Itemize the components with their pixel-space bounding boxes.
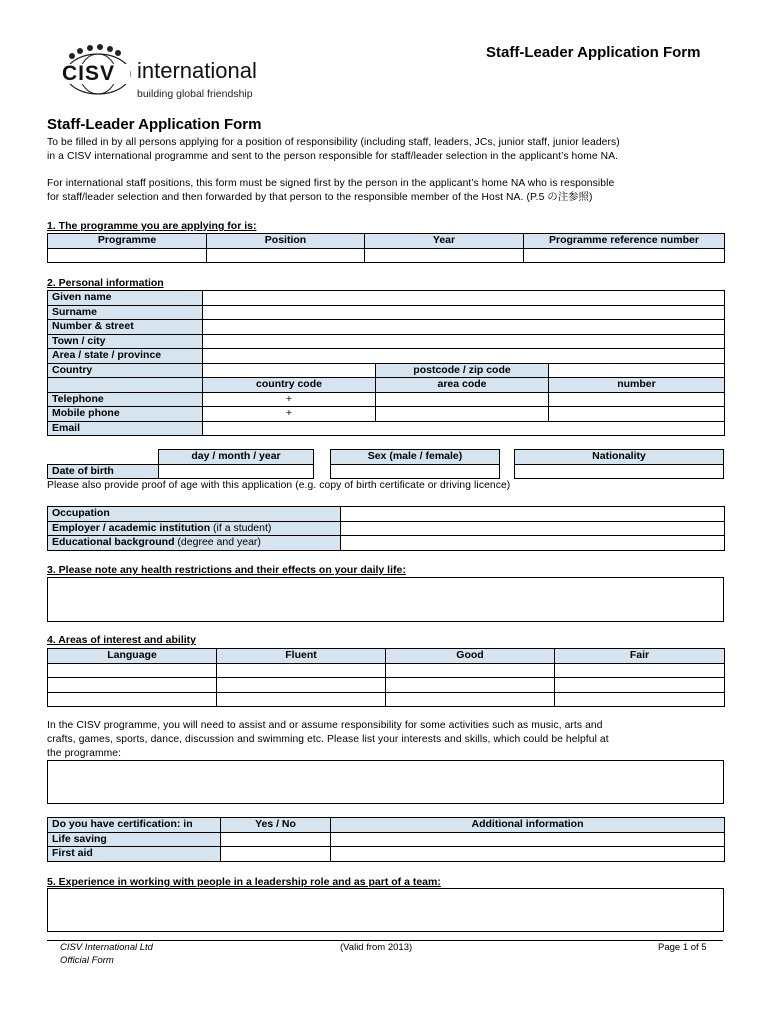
given-name-input[interactable] [203, 291, 725, 306]
occupation-table [47, 506, 725, 551]
interests-input[interactable] [47, 760, 724, 804]
logo-badge: CISV [62, 62, 116, 85]
footer-form: Official Form [60, 955, 114, 966]
section-2-title: 2. Personal information [47, 277, 164, 289]
mobile-area-code[interactable] [376, 407, 549, 422]
surname-label: Surname [48, 305, 203, 320]
language-header: Language [48, 649, 217, 664]
proof-note: Please also provide proof of age with this application (e.g. copy of birth certificate or driving licence) [47, 480, 511, 491]
certification-header: Do you have certification: in [48, 818, 221, 833]
mobile-label: Mobile phone [48, 407, 203, 422]
area-label: Area / state / province [48, 349, 203, 364]
reference-input[interactable] [524, 248, 725, 263]
number-header: number [549, 378, 725, 393]
dob-input[interactable] [159, 464, 314, 479]
good-input[interactable] [386, 663, 555, 678]
fluent-input[interactable] [217, 678, 386, 693]
telephone-country-code[interactable]: + [203, 392, 376, 407]
postcode-input[interactable] [549, 363, 725, 378]
fair-input[interactable] [555, 692, 725, 707]
section-5-title: 5. Experience in working with people in a leadership role and as part of a team: [47, 876, 441, 888]
year-input[interactable] [365, 248, 524, 263]
interests-line-1: In the CISV programme, you will need to assist and or assume responsibility for some activities such as music, arts and [47, 720, 603, 731]
employer-label: Employer / academic institution (if a student) [48, 521, 341, 536]
interests-line-3: the programme: [47, 748, 122, 759]
street-input[interactable] [203, 320, 725, 335]
town-input[interactable] [203, 334, 725, 349]
telephone-number[interactable] [549, 392, 725, 407]
life-saving-info[interactable] [331, 832, 725, 847]
mobile-country-code[interactable]: + [203, 407, 376, 422]
section-1-title: 1. The programme you are applying for is: [47, 220, 257, 232]
education-input[interactable] [341, 536, 725, 551]
logo-tagline: building global friendship [137, 88, 253, 100]
employer-input[interactable] [341, 521, 725, 536]
country-input[interactable] [203, 363, 376, 378]
good-input[interactable] [386, 678, 555, 693]
language-input[interactable] [48, 678, 217, 693]
fluent-input[interactable] [217, 663, 386, 678]
surname-input[interactable] [203, 305, 725, 320]
intro-line-3: For international staff positions, this form must be signed first by the person in the applicant’s home NA who is responsible [47, 178, 615, 189]
dob-table [47, 449, 314, 479]
nationality-table [514, 449, 724, 479]
yes-no-header: Yes / No [221, 818, 331, 833]
email-label: Email [48, 421, 203, 436]
fair-header: Fair [555, 649, 725, 664]
life-saving-label: Life saving [48, 832, 221, 847]
telephone-label: Telephone [48, 392, 203, 407]
programme-header: Programme [48, 234, 207, 249]
position-header: Position [207, 234, 365, 249]
page-title: Staff-Leader Application Form [47, 116, 262, 133]
footer-page: Page 1 of 5 [658, 942, 707, 953]
first-aid-label: First aid [48, 847, 221, 862]
intro-line-1: To be filled in by all persons applying for a position of responsibility (including staff, leaders, JCs, junior staff, junior leaders) [47, 137, 620, 148]
additional-info-header: Additional information [331, 818, 725, 833]
year-header: Year [365, 234, 524, 249]
sex-input[interactable] [331, 464, 500, 479]
telephone-area-code[interactable] [376, 392, 549, 407]
good-input[interactable] [386, 692, 555, 707]
programme-table [47, 233, 725, 263]
area-input[interactable] [203, 349, 725, 364]
street-label: Number & street [48, 320, 203, 335]
personal-info-table [47, 290, 725, 436]
section-4-title: 4. Areas of interest and ability [47, 634, 196, 646]
reference-header: Programme reference number [524, 234, 725, 249]
intro-line-2: in a CISV international programme and sent to the person responsible for staff/leader selection in the applicant’s home NA. [47, 151, 619, 162]
health-input[interactable] [47, 577, 724, 622]
nationality-header: Nationality [515, 450, 724, 465]
fluent-header: Fluent [217, 649, 386, 664]
mobile-number[interactable] [549, 407, 725, 422]
dob-header: day / month / year [159, 450, 314, 465]
country-code-header: country code [203, 378, 376, 393]
sex-table [330, 449, 500, 479]
experience-input[interactable] [47, 888, 724, 932]
country-label: Country [48, 363, 203, 378]
life-saving-yes-no[interactable] [221, 832, 331, 847]
fair-input[interactable] [555, 678, 725, 693]
postcode-label: postcode / zip code [376, 363, 549, 378]
occupation-label: Occupation [48, 507, 341, 522]
intro-line-4: for staff/leader selection and then forwarded by that person to the responsible member of the Host NA. (P.5 の注参照) [47, 192, 593, 203]
area-code-header: area code [376, 378, 549, 393]
education-label: Educational background (degree and year) [48, 536, 341, 551]
sex-header: Sex (male / female) [331, 450, 500, 465]
interests-line-2: crafts, games, sports, dance, discussion and swimming etc. Please list your interests and skills, which could be helpful at [47, 734, 609, 745]
good-header: Good [386, 649, 555, 664]
dob-label: Date of birth [48, 464, 159, 479]
programme-input[interactable] [48, 248, 207, 263]
certification-table [47, 817, 725, 862]
fair-input[interactable] [555, 663, 725, 678]
footer-org: CISV International Ltd [60, 942, 153, 953]
first-aid-yes-no[interactable] [221, 847, 331, 862]
footer-divider [47, 940, 723, 941]
occupation-input[interactable] [341, 507, 725, 522]
footer-valid: (Valid from 2013) [340, 942, 413, 953]
town-label: Town / city [48, 334, 203, 349]
logo-wordmark: international [137, 58, 257, 83]
email-input[interactable] [203, 421, 725, 436]
given-name-label: Given name [48, 291, 203, 306]
language-input[interactable] [48, 692, 217, 707]
section-3-title: 3. Please note any health restrictions and their effects on your daily life: [47, 564, 406, 576]
nationality-input[interactable] [515, 464, 724, 479]
header-title: Staff-Leader Application Form [486, 44, 701, 61]
language-table [47, 648, 725, 707]
fluent-input[interactable] [217, 692, 386, 707]
language-input[interactable] [48, 663, 217, 678]
first-aid-info[interactable] [331, 847, 725, 862]
position-input[interactable] [207, 248, 365, 263]
phone-header-blank [48, 378, 203, 393]
